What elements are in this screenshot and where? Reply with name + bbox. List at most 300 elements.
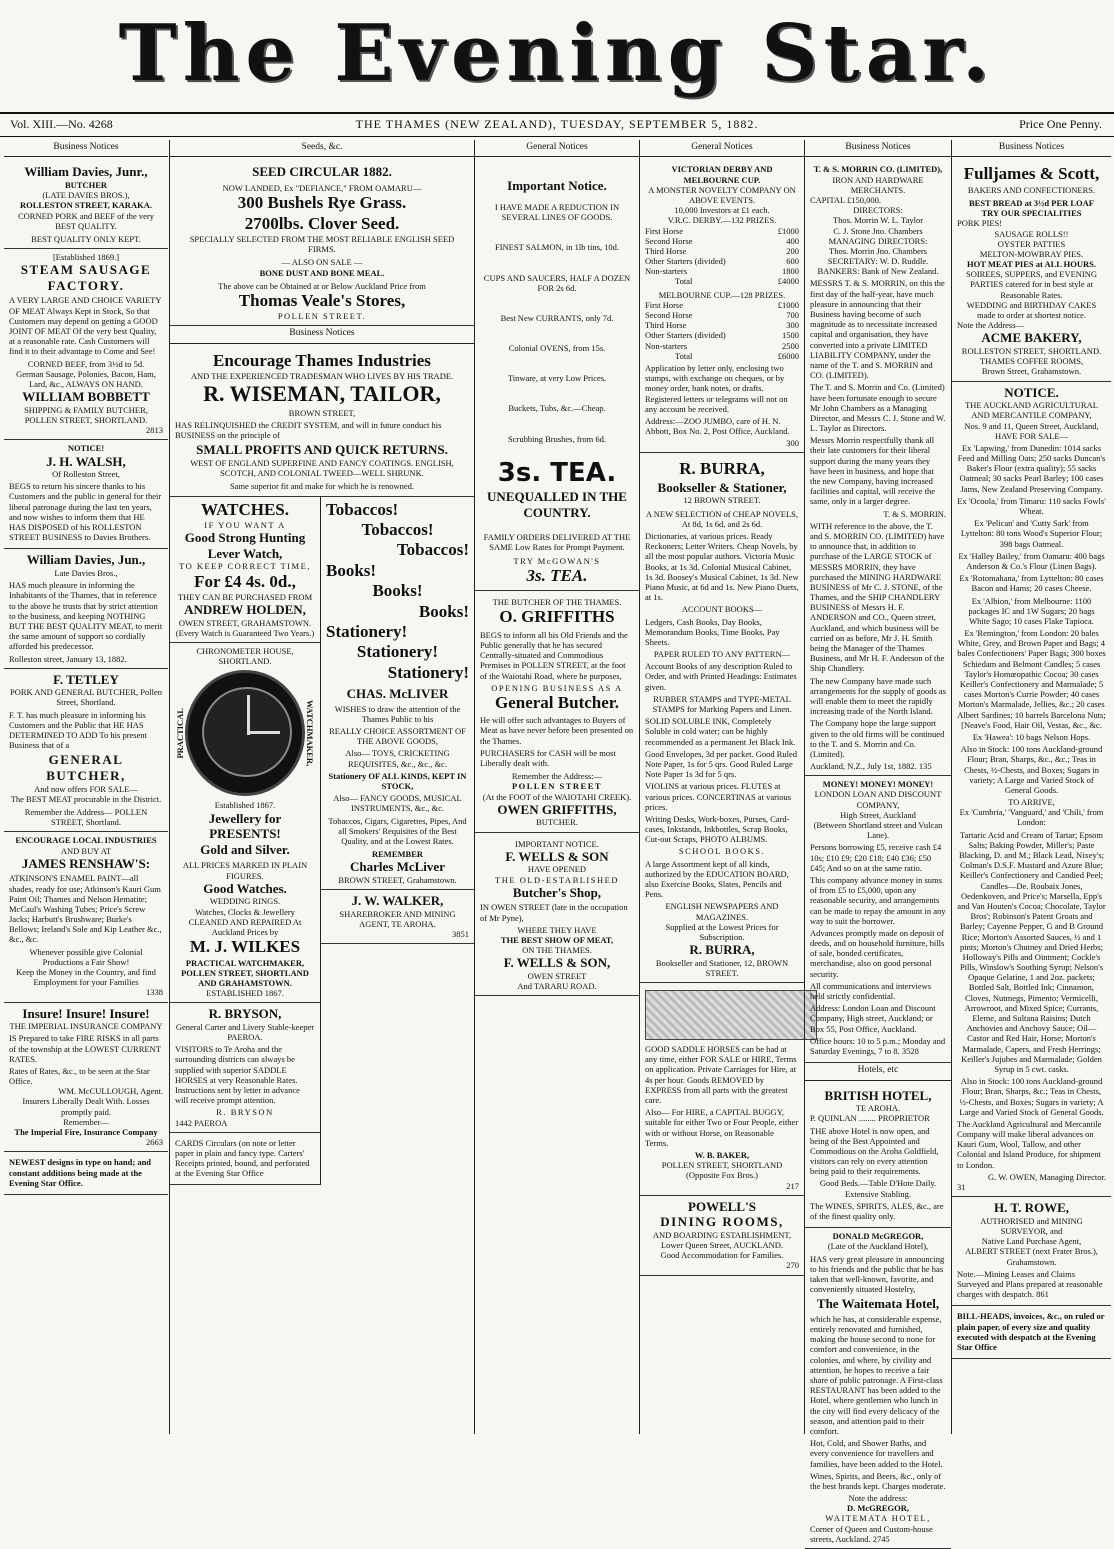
column-header: Business Notices (805, 140, 951, 157)
advert-text: PORK PIES! (957, 218, 1003, 229)
advert-heading: ANDREW HOLDEN, (184, 602, 306, 618)
advert-heading: Bookseller & Stationer, (657, 479, 787, 495)
advert-text: A NEW SELECTION of CHEAP NOVELS, (645, 508, 799, 519)
advert-text: I HAVE MADE A REDUCTION IN SEVERAL LINES OF GOODS. (494, 201, 620, 223)
advert-text: And now offers FOR SALE— (34, 783, 138, 794)
advert-text: POLLEN STREET. (277, 311, 367, 322)
advert-heading: H. T. ROWE, (993, 1200, 1069, 1216)
advert-text: T. & S. MORRIN. (883, 508, 946, 519)
advert-text: P. QUINLAN ........ PROPRIETOR (810, 1113, 930, 1124)
advert-text: FINEST SALMON, in 1lb tins, 10d. (494, 242, 620, 253)
advert-text: MANAGING DIRECTORS: (828, 235, 928, 246)
advert-text: This company advance money in sums of from £5 to £5,000, upon any reasonable security, and arrangements can be made to repay the amount in any way to suit the borrower. (810, 874, 946, 926)
column-5 (804, 140, 951, 1544)
advert-text: A MONSTER NOVELTY COMPANY ON ABOVE EVENTS. (648, 184, 796, 205)
advert-text: C. J. Stone Jno. Chambers (833, 225, 923, 236)
carriage-illustration (645, 990, 817, 1040)
advert-text: ACCOUNT BOOKS— (681, 604, 763, 615)
advert-heading: Fulljames & Scott, (963, 164, 1100, 184)
advert-text: AND THE EXPERIENCED TRADESMAN WHO LIVES BY HIS TRADE. (190, 371, 454, 382)
advert-text: Address:—ZOO JUMBO, care of H. N. Abbott, Box No. 2, Post Office, Auckland. (645, 415, 790, 437)
advert-text: WEST OF ENGLAND SUPERFINE AND FANCY COATINGS. ENGLISH, SCOTCH, AND COLONIAL TWEED—WELL SHRUNK. (190, 457, 454, 479)
advert-text: Persons borrowing £5, receive cash £4 10s; £10 £9; £20 £18; £40 £36; £50 £45; And so on at the same ratio. (810, 842, 942, 873)
advert-heading: JAMES RENSHAW'S: (21, 855, 151, 871)
advert-heading: VICTORIAN DERBY AND MELBOURNE CUP. (671, 164, 773, 185)
advert-heading: Good Watches. (203, 880, 287, 896)
advert-text: And TARARU ROAD. (517, 981, 597, 992)
advert-text: Keep the Money in the Country, and find Employment for your Families (16, 967, 156, 988)
advert-text: Good Envelopes, 3d per packet. Good Ruled Note Paper, 1s for 5 qrs. Good Ruled Large Note Paper 1s 3d for 5 qrs. (645, 748, 798, 780)
advert-text: Note the address: (848, 1493, 908, 1504)
advert-text: Native Land Purchase Agent, (981, 1236, 1082, 1247)
advert-text: Auckland, N.Z., July 1st, 1882. 135 (810, 761, 932, 772)
advert-text: UNEQUALLED IN THE COUNTRY. (487, 489, 627, 520)
advert-text: OYSTER PATTIES (997, 238, 1066, 249)
advert-text: AND BUY AT (60, 845, 112, 856)
advert-text: Established 1867. (214, 800, 276, 811)
advert-text: BONE DUST AND BONE MEAL. (259, 267, 385, 278)
advert-text: HOT MEAT PIES at ALL HOURS. (967, 259, 1096, 270)
advert-imperial-insurance (4, 1003, 168, 1153)
advert-heading: For £4 4s. 0d., (194, 571, 296, 591)
advert-text: BEGS to return his sincere thanks to his Customers and the public in general for their liberal patronage during the last ten years, and now wishes to inform them that HE HAS DISPOSED of his ROLLESTON STREET BUSINESS to Davies Brothers. (9, 481, 162, 543)
advert-text: Tinware, at very Low Prices. (507, 373, 607, 384)
advert-number: 300 (786, 438, 799, 449)
advert-text: (Between Shortland street and Vulcan Lane). (813, 820, 943, 841)
advert-text: Ex 'Halley Bailey,' from Oamaru: 400 bags Anderson & Co.'s Flour (Linen Bags). (958, 550, 1105, 571)
advert-text: TO KEEP CORRECT TIME, (179, 561, 311, 572)
advert-text: (Late of the Auckland Hotel), (827, 1241, 929, 1252)
advert-heading: Jewellery for PRESENTS! (208, 810, 282, 842)
advert-renshaw (4, 832, 168, 1002)
advert-cards-circulars (170, 1133, 320, 1186)
advert-text: Tartaric Acid and Cream of Tartar; Epsom Salts; Baking Powder, Miller's; Paste Blacking, D. and M.; Black Lead, Nixey's; Colman's D.S.F. Mustard and Azure Blue; Keiller's Confectionery and Candied Peel; Candles—De. Roubaix Jones, Oedenkoven, and Price's; Marsella, Epp's and Van Houten's Cocoa; Chocolate, Taylor Bros'; Robinson's Patent Groats and Barley; Cayenne Pepper, G and B Ground Rice; Morton's Assorted Sauces, ½ and 1 pints; Morton's Chutney and Dried Herbs; Holloway's Pills and Ointment; Cockle's Pills, Winslow's Soothing Syrup; Nelson's Opaque Gelatine, 1 and 2oz. packets; Bottled Salt, Bottled Ink; Cinnamon, Cloves, Nutmegs, Pimento; Vermicelli, Arrowroot, and Mixed Spice; Currants, Eleme, and Sultana Raisins; Dutch Anchovies and Anchovy Sauce; Oil—Castor and Red Hair, Horse; Morton's Marmalade, Capers, and Fresh Herrings; Keiller's Jujubes and Marmalade; Golden Syrup in 5 cwt. casks. (957, 829, 1106, 1074)
prize-cell: £1000 (777, 299, 799, 310)
advert-text: The Auckland Agricultural and Mercantile Company will make liberal advances on Kauri Gum, Wool, Tallow, and other Colonial and Island Produce, for shipment to London. (957, 1118, 1102, 1170)
advert-text: Lower Queen Street, AUCKLAND. (660, 1240, 784, 1251)
advert-text: ATKINSON'S ENAMEL PAINT—all shades, ready for use; Atkinson's Kauri Gum Paint Oil; Thames and Nelson Hematite; McCaul's Washing Tubes; Price's Screw Jacks; Harbutt's Brushware; Burke's Bellows; Ireland's Sole and Kip Leather &c., &c., &c. (9, 873, 162, 945)
advert-text: The above can be Obtained at or Below Auckland Price from (218, 280, 426, 291)
advert-heading: WATCHES. (200, 499, 289, 519)
prize-cell: 300 (786, 320, 799, 331)
column-4 (639, 140, 804, 1434)
advert-heading: The Waitemata Hotel, (816, 1296, 940, 1312)
advert-text: Ex 'Rotomahana,' from Lyttelton: 80 cases Bacon and Hams; 20 cases Cheese. (959, 573, 1104, 594)
advert-text: THAMES COFFEE ROOMS, (979, 356, 1084, 367)
advert-text: BEGS to inform all his Old Friends and the Public generally that he has secured Centrally-situated and Commodious Premises in POLLEN STREET, at the foot of the Waiotahi Road, where he purposes, (480, 629, 628, 681)
advert-wiseman-tailor (170, 348, 474, 497)
advert-text: SECRETARY: W. D. Ruddle. (827, 256, 929, 267)
advert-text: BEST BREAD at 3½d PER LOAF (968, 197, 1094, 208)
advert-davies-butcher (4, 161, 168, 249)
advert-text: Address: London Loan and Discount Company, High street, Auckland; or Box 55, Post Office, Auckland. (810, 1003, 936, 1034)
advert-heading: Books! (326, 560, 377, 580)
cup-prize-table (645, 300, 799, 361)
advert-text: WATCHMAKER, (305, 700, 315, 767)
advert-text: Same superior fit and make for which he is renowned. (229, 481, 415, 492)
advert-text: Also in Stock: 100 tons Auckland-ground Flour; Bran, Sharps, &c., &c.; Teas in Chests, ½-Chests, and Boxes; Sugars in variety; A Large and Varied Stock of General Goods. (960, 744, 1103, 795)
advert-text: High Street, Auckland (840, 809, 916, 820)
advert-text: SPECIALLY SELECTED FROM THE MOST RELIABLE ENGLISH SEED FIRMS. (189, 233, 455, 255)
advert-text: Office hours: 10 to 5 p.m.; Monday and Saturday Evenings, 7 to 8. 3528 (810, 1035, 946, 1056)
advert-text: Remember the Address:— (511, 771, 603, 782)
advert-heading: The Imperial Fire, Insurance Company (14, 1127, 158, 1138)
advert-text: HAS very great pleasure in announcing to his friends and the public that he has taken that well-known, favorite, and conveniently situated Hostelry, (810, 1253, 945, 1295)
derby-prize-table (645, 226, 799, 287)
advert-text: Ex 'Cumbria,' 'Vanguard,' and 'Chili,' from London: (959, 807, 1104, 828)
advert-text: — ALSO ON SALE — (281, 257, 363, 268)
advert-text: SOLID SOLUBLE INK, Completely Soluble in cold water; can be highly recommended as a permanent Jet Black Ink. (645, 716, 796, 747)
advert-heading: W. B. BAKER, (694, 1149, 750, 1160)
advert-text: Ex 'Ocoola,' from Timaru: 110 sacks Fowls' Wheat. (957, 495, 1106, 517)
advert-text: BROWN STREET, (288, 407, 356, 418)
advert-text: Tobaccos, Cigars, Cigarettes, Pipes, And all Smokers' Requisites of the Best Quality, and at the Lowest Rates. (328, 815, 467, 846)
advert-heading: GENERAL BUTCHER, (46, 752, 126, 784)
prize-cell: 200 (786, 245, 799, 256)
masthead (0, 0, 1114, 114)
date-line: THE THAMES (NEW ZEALAND), TUESDAY, SEPTEMBER 5, 1882. (355, 117, 759, 131)
prize-cell: Total (675, 350, 693, 361)
advert-text: V.R.C. DERBY.—132 PRIZES. (667, 215, 777, 226)
prize-cell: 400 (786, 235, 799, 246)
advert-text: At 8d, 1s 6d, and 2s 6d. (681, 518, 763, 529)
advert-mcliver (321, 497, 474, 1186)
advert-text: Remember— (63, 1116, 109, 1127)
advert-text: Colonial OVENS, from 15s. (508, 343, 606, 354)
advert-heading: 2700lbs. Clover Seed. (244, 213, 400, 233)
advert-waitemata-hotel (805, 1228, 951, 1549)
advert-text: MESSRS T. & S. MORRIN, on this the first day of the half-year, have much pleasure in announcing that their Business having become of such magnitude as to necessitate increased capital and organisation, they have converted into a private LIMITED LIABILITY COMPANY, under the name of the T. and S. MORRIN and CO. (LIMITED). (810, 278, 945, 381)
advert-text: Brown Street, Grahamstown. (981, 366, 1082, 377)
advert-text: MELTON-MOWBRAY PIES. (979, 248, 1084, 259)
advert-heading: Good Strong Hunting Lever Watch, (184, 530, 306, 561)
advert-text: Thos. Morrin W. L. Taylor (832, 215, 924, 226)
advert-text: THE AUCKLAND AGRICULTURAL AND MERCANTILE COMPANY, (965, 400, 1098, 421)
advert-heading: BRITISH HOTEL, (824, 1087, 932, 1103)
advert-heading: SMALL PROFITS AND QUICK RETURNS. (196, 442, 448, 458)
advert-text: Ledgers, Cash Books, Day Books, Memorandum Books, Time Books, Pay Sheets. (645, 616, 780, 647)
advert-text: 12 BROWN STREET. (683, 495, 761, 506)
advert-text: Nos. 9 and 11, Queen Street, Auckland, (964, 420, 1099, 431)
prize-cell: Total (675, 276, 693, 287)
prize-cell: £4000 (777, 276, 799, 287)
advert-text: Buckets, Tubs, &c.—Cheap. (508, 403, 606, 414)
advert-text: G. W. OWEN, Managing Director. (987, 1171, 1106, 1182)
advert-heading: OWEN GRIFFITHS, (497, 801, 617, 817)
advert-heading: 3s. TEA. (526, 565, 588, 585)
advert-text: OWEN STREET, GRAHAMSTOWN. (178, 617, 312, 628)
advert-text: German Sausage, Polonies, Bacon, Ham, Lard, &c., ALWAYS ON HAND. (16, 368, 156, 389)
advert-morrin-co (805, 161, 951, 776)
advert-text: ROLLESTON STREET, KARAKA. (20, 200, 152, 211)
advert-newest-designs (4, 1152, 168, 1195)
advert-heading: Stationery! (326, 621, 408, 641)
advert-heading: Tobaccos! (396, 540, 469, 560)
prize-cell: 2500 (782, 340, 799, 351)
advert-text: Thos. Morrin Jno. Chambers (829, 245, 927, 256)
advert-text: REALLY CHOICE ASSORTMENT OF THE ABOVE GOODS, (329, 726, 466, 747)
section-header: Hotels, etc (805, 1063, 951, 1080)
advert-text: Best New CURRANTS, only 7d. (500, 312, 614, 323)
advert-text: Good Accommodation for Families. (660, 1250, 784, 1261)
column-header: Seeds, &c. (170, 140, 474, 157)
advert-text: Corner of Queen and Custom-house streets, Auckland. 2745 (810, 1523, 933, 1544)
advert-text: WITH reference to the above, the T. and S. MORRIN CO. (LIMITED) have to announce that, in addition to purchase of the LARGE STOCK of MESSRS MORRIN, they have purchased the MINING HARDWARE BUSINESS of Mr C. J. STONE, of the Thames, and the SHIP CHANDLERY BUSINESS of Messrs H. F. ANDERSON and CO., Queen street, Auckland, and which business will be carried on as before, Mr J. H. Smith being the Manager of the Thames Business, and Mr H. F. Anderson of the Ship Chandlery. (810, 520, 945, 674)
advert-davies-jun (4, 549, 168, 668)
advert-text: Also— For HIRE, a CAPITAL BUGGY, suitable for either Two or Four People, either with or without Horse, on Reasonable Terms. (645, 1107, 799, 1148)
prize-cell: Other Starters (divided) (645, 256, 726, 267)
advert-heading: DONALD McGREGOR, (832, 1231, 924, 1242)
advert-text: CORNED PORK and BEEF of the very BEST QUALITY. (18, 210, 154, 231)
prize-cell: Non-starters (645, 266, 688, 277)
advert-text: Also— FANCY GOODS, MUSICAL INSTRUMENTS, &c., &c. (333, 793, 462, 814)
advert-text: CORNED BEEF, from 3½d to 5d. (27, 358, 145, 369)
advert-text: Writing Desks, Work-boxes, Purses, Card-cases, Inkstands, Inkbottles, Scrap Books, Cut-out Scraps, PHOTO ALBUMS. (645, 813, 790, 845)
advert-text: TO ARRIVE, (1008, 797, 1055, 808)
advert-text: CUPS AND SAUCERS, HALF A DOZEN FOR 2s 6d. (483, 272, 631, 293)
advert-heading: J. H. WALSH, (46, 453, 126, 469)
advert-text: Account Books of any description Ruled to Order, and with Printed Headings: Estimates given. (645, 661, 797, 692)
newspaper-title: The Evening Star. (118, 8, 996, 99)
advert-text: PRACTICAL (175, 708, 185, 759)
section-header: Business Notices (170, 326, 474, 343)
advert-heading: 300 Bushels Rye Grass. (237, 193, 407, 213)
column-header: Business Notices (952, 140, 1111, 157)
advert-heading: WILLIAM BOBBETT (22, 389, 150, 405)
advert-text: Wines, Spirits, and Beers, &c., only of the best brands kept. Charges moderate. (810, 1470, 946, 1491)
advert-heading: General Butcher. (494, 692, 620, 712)
advert-text: ROLLESTON STREET, SHORTLAND. (961, 346, 1102, 356)
advert-number: 2813 (146, 425, 163, 436)
advert-text: IRON AND HARDWARE MERCHANTS. (832, 174, 924, 195)
advert-text: BUTCHER. (536, 817, 578, 828)
advert-text: BANKERS: Bank of New Zealand. (817, 266, 939, 277)
advert-text: AUTHORISED and MINING SURVEYOR, and (980, 1215, 1083, 1236)
advert-burra (640, 453, 804, 983)
advert-text: CAPITAL £150,000. (810, 194, 882, 205)
column-header: General Notices (640, 140, 804, 157)
advert-text: Dictionaries, at various prices. Ready Reckoners; Letter Writers. Cheap Novels, by all the most popular authors. Victoria Music Books, at 1s 3d. Colonial Musical Cabinet, 1s 3d. Boosey's Musical Cabinet, 1s 3d. New Piano Music, at 6d and 1s. New Piano Duets, at 1s. (645, 531, 799, 603)
advert-text: Insurers Liberally Dealt With. Losses promptly paid. (22, 1096, 150, 1117)
advert-text: Also— TOYS, CRICKETING REQUISITES, &c., &c., &c. (345, 748, 450, 769)
advert-heading: Charles McLiver (350, 859, 445, 875)
advert-text: (Every Watch is Guaranteed Two Years.) (175, 627, 315, 638)
advert-number: 2663 (146, 1137, 163, 1148)
advert-text: ALBERT STREET (next Frater Bros.), Grahamstown. (965, 1246, 1098, 1267)
advert-text: NEWEST designs in type on hand; and constant additions being made at the Evening Star Office. (9, 1157, 152, 1188)
advert-text: BAKERS AND CONFECTIONERS. (967, 184, 1096, 195)
advert-text: TRY McGOWAN'S (513, 555, 601, 566)
advert-british-hotel (805, 1085, 951, 1229)
advert-rowe-surveyor (952, 1197, 1111, 1306)
prize-cell: Second Horse (645, 235, 693, 246)
volume-number: Vol. XIII.—No. 4268 (10, 117, 113, 131)
advert-heading: William Davies, Junr., (24, 164, 148, 180)
advert-text: IS Prepared to take FIRE RISKS in all parts of the township at the LOWEST CURRENT RATES. (9, 1033, 161, 1064)
advert-bryson (170, 1003, 320, 1132)
advert-text: Extensive Stabling. (844, 1188, 912, 1199)
prize-cell: 700 (786, 310, 799, 321)
advert-text: F. T. has much pleasure in informing his Customers and the Public that HE HAS DETERMINED TO ADD To his present Business that of a (9, 709, 147, 751)
column-1 (4, 140, 168, 1434)
advert-number: 31 (957, 1182, 966, 1193)
prize-cell: Third Horse (645, 320, 687, 331)
advert-heading: ACME BAKERY, (981, 330, 1082, 346)
advert-text: 10,000 Investors at £1 each. (674, 205, 770, 216)
advert-text: Scrubbing Brushes, from 6d. (508, 433, 606, 444)
advert-text: ENGLISH NEWSPAPERS AND MAGAZINES. (665, 901, 779, 922)
advert-text: VISITORS to Te Aroha and the surrounding districts can always be supplied with superior SADDLE HORSES at very Reasonable Rates. Instructions sent by letter in advance will receive prompt attention. (175, 1044, 300, 1106)
advert-text: Good Beds.—Table D'Hote Daily. (819, 1178, 937, 1189)
advert-text: WEDDING and BIRTHDAY CAKES made to order at shortest notice. (966, 299, 1097, 321)
advert-text: Ex 'Lapwing,' from Dunedin: 1014 sacks Feed and Milling Oats; 250 sacks Duncan's Baker's Flour (extra quality); 55 sacks Oatmeal; 30 sacks Pearl Barley; 100 cases Jams, New Zealand Preserving Company. (957, 442, 1106, 494)
advert-text: Rates of Rates, &c., to be seen at the Star Office. (9, 1065, 150, 1087)
advert-text: Watches, Clocks & Jewellery CLEANED AND REPAIRED At Auckland Prices by (188, 906, 302, 937)
advert-heading: CHAS. McLIVER (346, 686, 449, 702)
advert-text: OPENING BUSINESS AS A (491, 682, 623, 693)
advert-heading: NOTICE! (67, 443, 105, 454)
advert-text: which he has, at considerable expense, entirely renovated and furnished, making the house second to none for comfort and convenience, in the colonies, and where, by civility and attention, he hopes to receive a fair share of public patronage. A First-class RESTAURANT has been added to the Hotel, where gentlemen who lunch in the city will find every delicacy of the season, and attention paid to their comfort. (810, 1313, 943, 1436)
advert-text: Note the Address— (957, 320, 1025, 331)
advert-walsh-notice (4, 440, 168, 549)
advert-text: THE above Hotel is now open, and being of the Best Appointed and Commodious on the Aroha Goldfield, visitors can rely on every attention being paid to their requirements. (810, 1125, 939, 1177)
advert-text: The BEST MEAT procurable in the District. (10, 793, 162, 804)
advert-text: PAPER RULED TO ANY PATTERN— (653, 649, 791, 660)
advert-heading: Stationery! (356, 642, 439, 662)
advert-mcgowan-tea (475, 161, 639, 591)
advert-text: DIRECTORS: (853, 205, 903, 216)
column-2-split (170, 497, 474, 1186)
advert-text: Stationery OF ALL KINDS, KEPT IN STOCK, (328, 770, 467, 791)
advert-text: IF YOU WANT A (204, 519, 286, 530)
advert-heading: T. & S. MORRIN CO. (LIMITED), (813, 164, 943, 175)
advert-heading: R. BURRA, (689, 942, 755, 958)
prize-cell: 1800 (782, 266, 799, 277)
advert-text: A VERY LARGE AND CHOICE VARIETY OF MEAT Always Kept in Stock, So that Customers may depend on getting a GOOD JOINT OF MEAT Of the very best Quality, at a reasonable rate. Cash Customers will find it to their advantage to Come and See! (9, 295, 162, 357)
prize-cell: 1500 (782, 330, 799, 341)
advert-heading: Encourage Thames Industries (213, 350, 431, 370)
advert-heading: William Davies, Jun., (26, 552, 146, 568)
advert-text: Rolleston street, January 13, 1882. (9, 653, 127, 664)
advert-heading: POWELL'S (688, 1198, 756, 1214)
clock-icon (185, 670, 305, 796)
price-label: Price One Penny. (1019, 117, 1102, 131)
advert-fulljames-scott (952, 161, 1111, 381)
advert-heading: J. W. WALKER, (351, 893, 444, 909)
advert-heading: MONEY! MONEY! MONEY! (822, 779, 934, 790)
column-header: General Notices (475, 140, 639, 157)
advert-text: WHERE THEY HAVE (517, 924, 597, 935)
advert-text: Messrs Morrin respectfully thank all their late customers for their liberal support during the many years they have been in business, and hope that the new Company, having increased facilities and capital, will receive the same, only in a larger degree. (810, 435, 936, 507)
advert-text: WM. McCULLOUGH, Agent. (58, 1086, 163, 1097)
advert-text: THE BEST SHOW OF MEAT, (500, 934, 614, 945)
advert-powells-dining (640, 1196, 804, 1276)
advert-heading: Important Notice. (507, 178, 607, 194)
advert-text: ON THE THAMES. (522, 945, 592, 956)
advert-heading: F. WELLS & SON, (503, 955, 611, 971)
advert-heading: Insure! Insure! Insure! (22, 1005, 150, 1021)
advert-text: REMEMBER (372, 849, 423, 860)
advert-text: WAITEMATA HOTEL, (825, 1513, 931, 1524)
advert-text: THEY CAN BE PURCHASED FROM (177, 591, 313, 602)
prize-cell: Third Horse (645, 245, 687, 256)
advert-sausage-factory (4, 249, 168, 440)
advert-text: VIOLINS at various prices. FLUTES at various prices. CONCERTINAS at various prices. (645, 781, 792, 812)
advert-text: POLLEN STREET (511, 781, 603, 792)
column-2 (169, 140, 474, 1434)
column-3 (474, 140, 639, 1434)
advert-text: WEDDING RINGS. (209, 896, 281, 907)
advert-text: The Company hope the large support given to the old firms will be continued to the T. and S. Morrin and Co. (Limited). (810, 718, 945, 759)
advert-text: PURCHASERS for CASH will be most Liberally dealt with. (480, 747, 616, 769)
advert-heading: Books! (418, 601, 469, 621)
advert-text: OWEN STREET (527, 970, 587, 981)
advert-number: 1442 PAEROA (175, 1117, 228, 1128)
advert-text: Of Rolleston Street, (52, 469, 120, 480)
advert-text: SCHOOL BOOKS. (678, 846, 766, 857)
advert-text: SOIREES, SUPPERS, and EVENING PARTIES catered for in best style at Reasonable Rates. (965, 269, 1098, 300)
advert-text: WISHES to draw the attention of the Thames Public to his (334, 703, 461, 724)
advert-text: (LATE DAVIES BROS.), (42, 190, 130, 201)
advert-text: THE OLD-ESTABLISHED (495, 874, 619, 885)
advert-text: Advances promptly made on deposit of deeds, and on household furniture, bills of sale, bonded certificates, merchandise, also on good personal security. (810, 927, 945, 979)
advert-heading: Tobaccos! (361, 519, 434, 539)
advert-text: FAMILY ORDERS DELIVERED AT THE SAME Low Rates for Prompt Payment. (483, 532, 631, 553)
advert-text: HAVE OPENED (527, 864, 587, 875)
advert-heading: O. GRIFFITHS (499, 607, 615, 627)
advert-text: CHRONOMETER HOUSE, SHORTLAND. (196, 646, 294, 667)
prize-cell: First Horse (645, 299, 684, 310)
advert-text: NOW LANDED, Ex "DEFIANCE," FROM OAMARU— (222, 182, 422, 193)
prize-cell: £6000 (777, 350, 799, 361)
advert-heading: Butcher's Shop, (512, 884, 602, 900)
advert-melbourne-cup (640, 161, 804, 453)
advert-heading: F. TETLEY (53, 671, 119, 687)
advert-text: SHIPPING & FAMILY BUTCHER, POLLEN STREET, SHORTLAND. (24, 404, 148, 425)
advert-text: Supplied at the Lowest Prices for Subscription. (665, 921, 779, 942)
advert-heading: F. WELLS & SON (505, 848, 609, 864)
advert-text: SHAREBROKER AND MINING AGENT, TE AROHA. (339, 908, 456, 929)
advert-text: Whenever possible give Colonial Productions a Fair Show! (29, 946, 143, 967)
advert-text: Ex 'Remington,' from London: 20 bales White, Grey, and Brown Paper and Bags; 4 bales Confectioners' Paper Bags; 300 boxes Schiedam and Belmont Candles; 5 cases Taylor's Homœopathic Cocoa; 30 cases Keiller's Confectionery and Marmalade; 5 cases Morton's Currie Powder; 40 cases Morton's Marmalade, Jellies, &c.; 20 cases Albert Sardines; 10 barrels Barcelona Nuts; [Neave's Food, Hair Oil, Vestas, &c., &c. (957, 628, 1106, 730)
advert-text: POLLEN STREET, SHORTLAND (Opposite Fox Bros.) (661, 1160, 783, 1181)
advert-text: D. McGREGOR, (846, 1503, 910, 1514)
advert-text: Also in Stock: 100 tons Auckland-ground Flour; Bran, Sharps, &c.; Teas in Chests, ½-Chests, and Boxes; Sugars in variety; A Large and Varied Stock of General Goods. (959, 1076, 1104, 1117)
advert-tetley (4, 669, 168, 833)
advert-text: TRY OUR SPECIALITIES (981, 208, 1082, 219)
prize-cell: Second Horse (645, 310, 693, 321)
advert-text: SAUSAGE ROLLS!! (994, 228, 1069, 239)
advert-text: He will offer such advantages to Buyers of Meat as have never before been presented on the Thames. (480, 715, 634, 746)
advert-baker-horses (640, 983, 804, 1196)
advert-text: Application by letter only, enclosing two stamps, with exchange on cheques, or by money order, bank notes, or drafts. Registered letters or telegrams will not on any account be received. (645, 362, 788, 414)
advert-text: TE AROHA. (855, 1103, 901, 1114)
column-6 (951, 140, 1111, 1434)
advert-subheading: BUTCHER (64, 179, 108, 190)
advert-text: The T. and S. Morrin and Co. (Limited) have been fortunate enough to secure Mr John Chambers as a Managing Director, and Messrs C. J. Stone and W. L. Taylor as Directors. (810, 382, 946, 434)
advert-text: R. BRYSON (216, 1107, 274, 1118)
advert-text: THE BUTCHER OF THE THAMES. (492, 597, 622, 608)
advert-heading: M. J. WILKES (189, 937, 301, 957)
prize-cell: 600 (786, 256, 799, 267)
advert-seed-circular (170, 161, 474, 326)
column-header: Business Notices (4, 140, 168, 157)
advert-text: MELBOURNE CUP.—128 PRIZES. (658, 289, 786, 300)
advert-heading: Gold and Silver. (200, 841, 290, 857)
advert-text: GOOD SADDLE HORSES can be had at any time, either FOR SALE or HIRE, Terms on application. Private Carriages for Hire, at 4s per hour. Goods REMOVED by EXPRESS from all parts with the greatest care. (645, 1044, 797, 1106)
advert-watches (170, 497, 321, 1186)
advert-heading: 3s. TEA. (497, 457, 617, 488)
